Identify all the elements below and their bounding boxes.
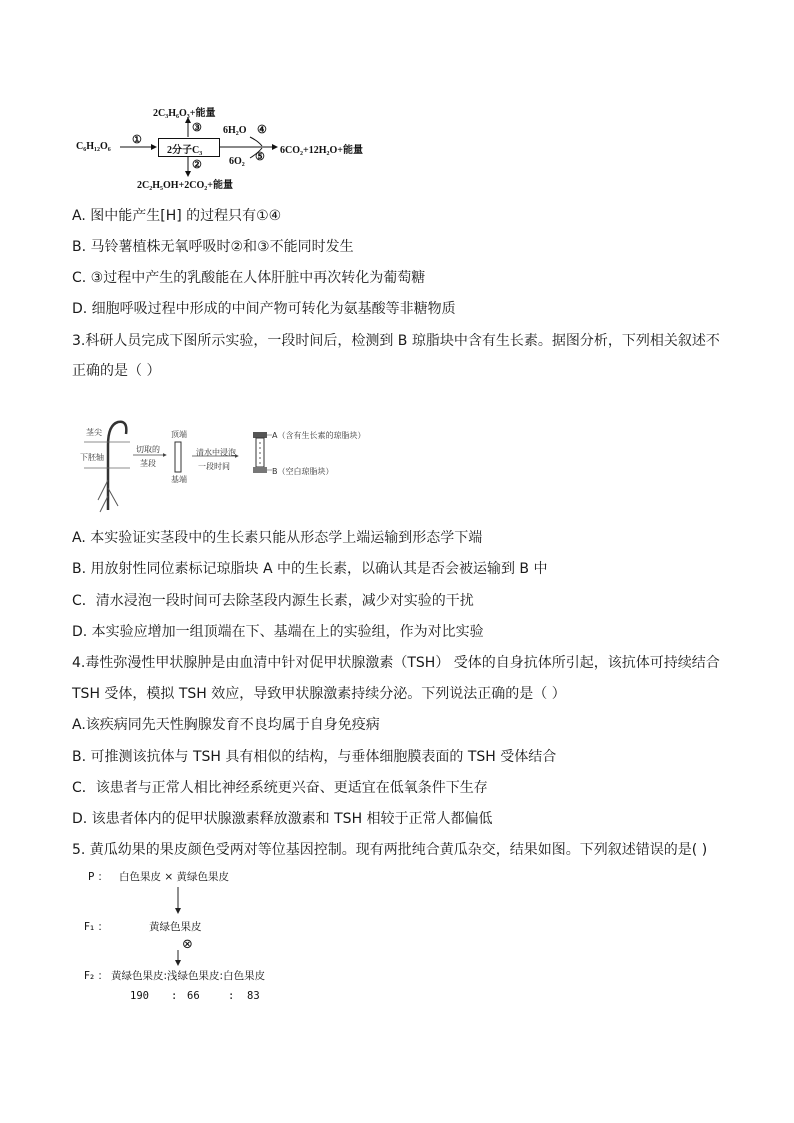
q3-stem-line-2: 正确的是（ ） bbox=[72, 363, 161, 379]
step-4-label: ④ bbox=[257, 124, 267, 136]
q2-option-c: C. ③过程中产生的乳酸能在人体肝脏中再次转化为葡萄糖 bbox=[72, 270, 426, 286]
f1-label: F₁ ： bbox=[84, 921, 109, 933]
stem-tip-label: 茎尖 bbox=[86, 428, 102, 437]
f2-label: F₂ ： bbox=[84, 970, 109, 982]
right-product: 6CO₂+12H₂O+能量 bbox=[280, 145, 363, 156]
f2-count-white: 83 bbox=[247, 990, 260, 1002]
step-2-label: ② bbox=[192, 159, 202, 171]
q4-option-b: B. 可推测该抗体与 TSH 具有相似的结构，与垂体细胞膜表面的 TSH 受体结合 bbox=[72, 749, 557, 765]
q3-stem-line-1: 3.科研人员完成下图所示实验，一段时间后，检测到 B 琼脂块中含有生长素。据图分析，下列相关叙述不 bbox=[72, 333, 720, 349]
top-end-label: 顶端 bbox=[171, 430, 187, 439]
p-generation-parents: 白色果皮 × 黄绿色果皮 bbox=[119, 871, 229, 883]
q3-option-b: B. 用放射性同位素标记琼脂块 A 中的生长素，以确认其是否会被运输到 B 中 bbox=[72, 561, 548, 577]
q5-stem: 5. 黄瓜幼果的果皮颜色受两对等位基因控制。现有两批纯合黄瓜杂交，结果如图。下列叙述错误的是( ) bbox=[72, 842, 708, 858]
f2-count-separator: : bbox=[171, 990, 178, 1002]
q4-option-c: C．该患者与正常人相比神经系统更兴奋、更适宜在低氧条件下生存 bbox=[72, 780, 488, 796]
soak-label-2: 一段时间 bbox=[198, 462, 230, 471]
q3-option-a: A. 本实验证实茎段中的生长素只能从形态学上端运输到形态学下端 bbox=[72, 530, 483, 546]
q4-stem-line-1: 4.毒性弥漫性甲状腺肿是由血清中针对促甲状腺激素（TSH） 受体的自身抗体所引起，该抗体可持续结合 bbox=[72, 655, 720, 671]
p-generation-label: P ： bbox=[88, 871, 109, 883]
q4-option-a: A.该疾病同先天性胸腺发育不良均属于自身免疫病 bbox=[72, 717, 380, 733]
selfing-symbol: ⊗ bbox=[182, 937, 193, 952]
step-5-label: ⑤ bbox=[255, 151, 265, 163]
water-label: 6H₂O bbox=[223, 125, 247, 136]
q3-option-d: D. 本实验应增加一组顶端在下、基端在上的实验组，作为对比实验 bbox=[72, 624, 484, 640]
q4-stem-line-2: TSH 受体，模拟 TSH 效应，导致甲状腺激素持续分泌。下列说法正确的是（ ） bbox=[72, 686, 566, 702]
q3-option-c: C．清水浸泡一段时间可去除茎段内源生长素，减少对实验的干扰 bbox=[72, 593, 474, 609]
cut-segment-label-2: 茎段 bbox=[140, 459, 156, 468]
top-product: 2C₃H₆O₃+能量 bbox=[153, 108, 216, 119]
intermediate-label: 2分子C₃ bbox=[167, 145, 203, 156]
f2-count-yellow-green: 190 bbox=[130, 990, 149, 1002]
step-3-label: ③ bbox=[192, 122, 202, 134]
agar-block-a-label: A（含有生长素的琼脂块） bbox=[272, 431, 366, 440]
glucose: C₆H₁₂O₆ bbox=[76, 141, 111, 152]
bottom-product: 2C₂H₅OH+2CO₂+能量 bbox=[137, 180, 233, 191]
oxygen-label: 6O₂ bbox=[229, 156, 245, 167]
step-1-label: ① bbox=[132, 134, 142, 146]
f1-phenotype: 黄绿色果皮 bbox=[149, 921, 202, 933]
f2-count-light-green: 66 bbox=[187, 990, 200, 1002]
f2-count-separator: : bbox=[228, 990, 235, 1002]
base-end-label: 基端 bbox=[171, 475, 187, 484]
f2-phenotypes: 黄绿色果皮:浅绿色果皮:白色果皮 bbox=[111, 970, 266, 982]
hypocotyl-label: 下胚轴 bbox=[80, 453, 104, 462]
q4-option-d: D. 该患者体内的促甲状腺激素释放激素和 TSH 相较于正常人都偏低 bbox=[72, 811, 493, 827]
soak-label-1: 清水中浸泡 bbox=[196, 448, 236, 457]
agar-block-b-label: B（空白琼脂块） bbox=[272, 467, 334, 476]
q2-option-b: B. 马铃薯植株无氧呼吸时②和③不能同时发生 bbox=[72, 239, 354, 255]
cut-segment-label-1: 切取的 bbox=[136, 445, 160, 454]
q2-option-d: D. 细胞呼吸过程中形成的中间产物可转化为氨基酸等非糖物质 bbox=[72, 301, 456, 317]
q2-option-a: A. 图中能产生[H] 的过程只有①④ bbox=[72, 208, 282, 224]
